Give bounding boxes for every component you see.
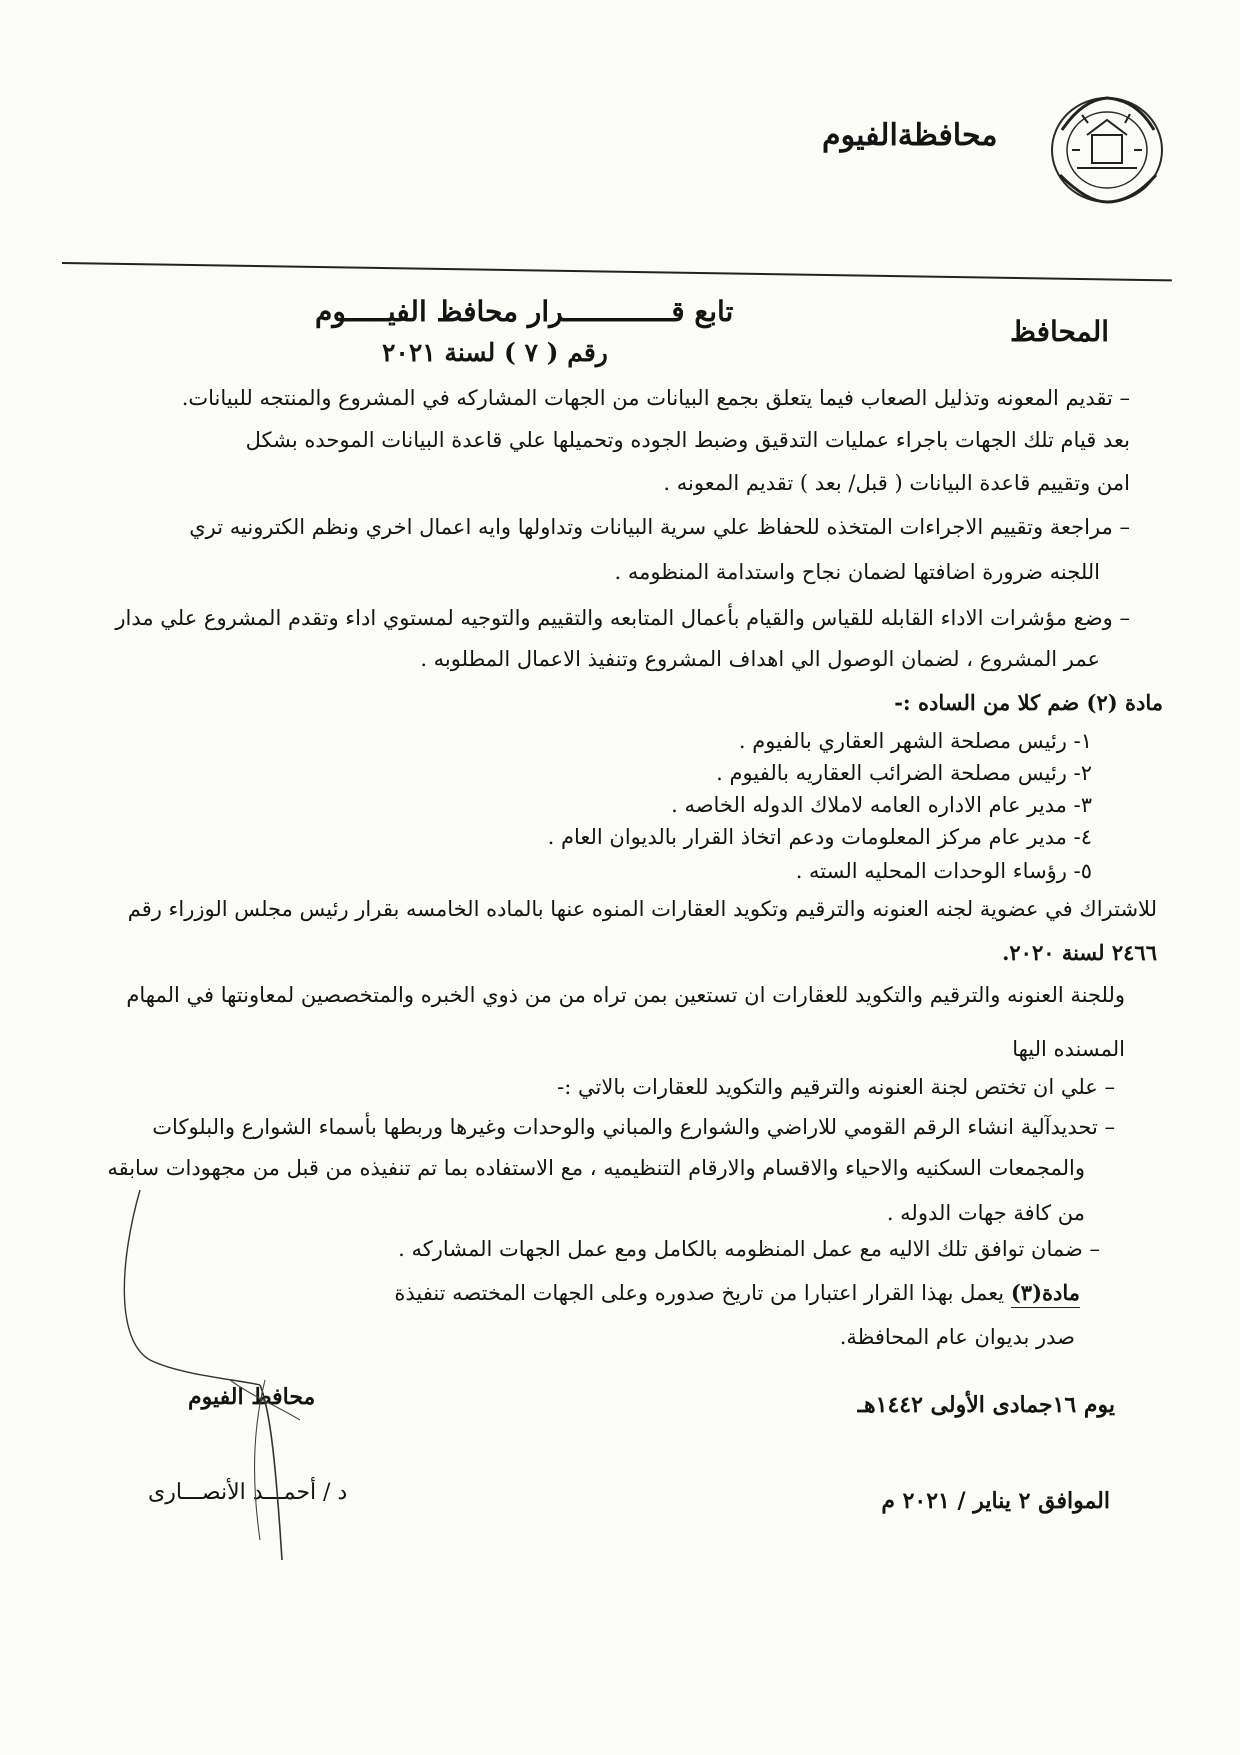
member-5: ٥- رؤساء الوحدات المحليه السته .: [795, 859, 1092, 883]
signer-title: محافظ الفيوم: [188, 1384, 316, 1410]
signer-name: د / أحمـــد الأنصـــارى: [148, 1480, 348, 1505]
committee-para-line-1: وللجنة العنونه والترقيم والتكويد للعقارات ان تستعين بمن تراه من من ذوي الخبره والمتخصصين لمعاونتها في المهام: [126, 983, 1125, 1007]
decree-title: تابع قـــــــــــــرار محافظ الفيـــــوم: [315, 295, 734, 328]
bullet-1-line-3: امن وتقييم قاعدة البيانات ( قبل/ بعد ) تقديم المعونه .: [663, 471, 1130, 495]
bullet-4: – علي ان تختص لجنة العنونه والترقيم والتكويد للعقارات بالاتي :-: [557, 1075, 1115, 1099]
article-3-label: مادة(٣): [1011, 1280, 1080, 1308]
member-4: ٤- مدير عام مركز المعلومات ودعم اتخاذ القرار بالديوان العام .: [547, 825, 1092, 849]
governor-label: المحافظ: [1010, 315, 1110, 348]
governorate-seal-emblem: [1042, 90, 1172, 210]
bullet-1-line-1: – تقديم المعونه وتذليل الصعاب فيما يتعلق بجمع البيانات من الجهات المشاركه في المشروع والمنتجه للبيانات.: [181, 386, 1130, 410]
gregorian-date: الموافق ٢ يناير / ٢٠٢١ م: [881, 1488, 1110, 1514]
participation-line-2: ٢٤٦٦ لسنة ٢٠٢٠.: [1002, 940, 1157, 965]
article-3-line: [394, 1278, 1080, 1308]
member-2: ٢- رئيس مصلحة الضرائب العقاريه بالفيوم .: [716, 761, 1092, 785]
bullet-5-line-1: – تحديدآلية انشاء الرقم القومي للاراضي والشوارع والمباني والوحدات وغيرها وربطها بأسماء الشوارع والبلوكات: [152, 1115, 1115, 1139]
article-3-text: يعمل بهذا القرار اعتبارا من تاريخ صدوره وعلى الجهات المختصه تنفيذة: [394, 1281, 1011, 1305]
header-divider: [62, 262, 1172, 281]
hijri-date: يوم ١٦جمادى الأولى ١٤٤٢هـ: [857, 1392, 1115, 1418]
bullet-5-line-3: من كافة جهات الدوله .: [886, 1201, 1085, 1225]
bullet-1-line-2: بعد قيام تلك الجهات باجراء عمليات التدقيق وضبط الجوده وتحميلها علي قاعدة البيانات الموحده بشكل: [245, 428, 1130, 452]
bullet-3-line-2: عمر المشروع ، لضمان الوصول الي اهداف المشروع وتنفيذ الاعمال المطلوبه .: [420, 647, 1100, 671]
member-3: ٣- مدير عام الاداره العامه لاملاك الدوله الخاصه .: [671, 793, 1092, 817]
bullet-3-line-1: – وضع مؤشرات الاداء القابله للقياس والقيام بأعمال المتابعه والتقييم والتوجيه لمستوي اداء وتقدم المشروع علي مدار: [115, 606, 1130, 630]
committee-para-line-2: المسنده اليها: [1012, 1037, 1125, 1061]
issued-line: صدر بديوان عام المحافظة.: [839, 1325, 1075, 1349]
bullet-6: – ضمان توافق تلك الاليه مع عمل المنظومه بالكامل ومع عمل الجهات المشاركه .: [398, 1237, 1100, 1261]
participation-line-1: للاشتراك في عضوية لجنه العنونه والترقيم وتكويد العقارات المنوه عنها بالماده الخامسه بقرار رئيس مجلس الوزراء رقم: [127, 897, 1157, 921]
bullet-2-line-2: اللجنه ضرورة اضافتها لضمان نجاح واستدامة المنظومه .: [614, 560, 1100, 584]
bullet-2-line-1: – مراجعة وتقييم الاجراءات المتخذه للحفاظ علي سرية البيانات وتداولها وايه اعمال اخري ونظم الكترونيه تري: [189, 515, 1130, 539]
governorate-name: محافظةالفيوم: [822, 118, 998, 153]
bullet-5-line-2: والمجمعات السكنيه والاحياء والاقسام والارقام التنظيميه ، مع الاستفاده بما تم تنفيذه من قبل من مجهودات سابقه: [107, 1156, 1085, 1180]
article-2-heading: مادة (٢) ضم كلا من الساده :-: [894, 690, 1163, 715]
member-1: ١- رئيس مصلحة الشهر العقاري بالفيوم .: [738, 729, 1092, 753]
handwritten-signature: [110, 1180, 310, 1570]
decree-number: رقم ( ٧ ) لسنة ٢٠٢١: [382, 338, 608, 367]
